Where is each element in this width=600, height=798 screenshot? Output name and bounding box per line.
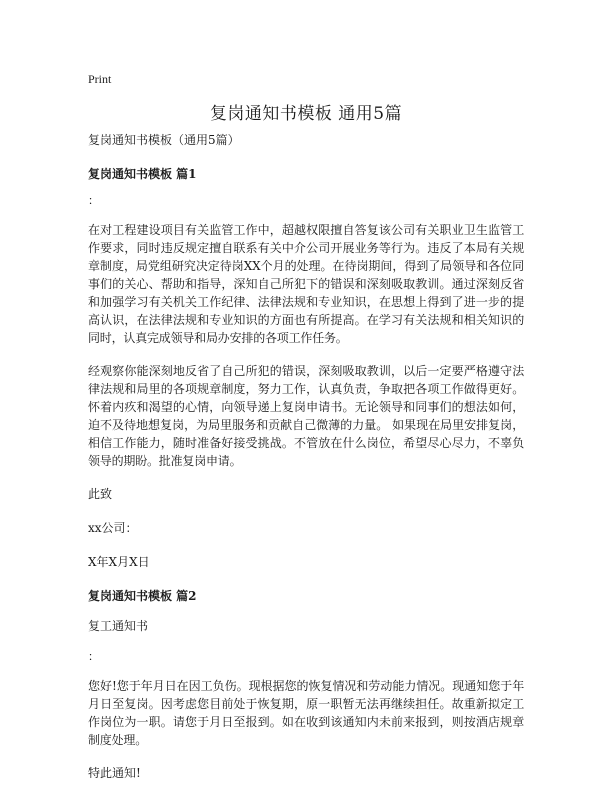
section-1-recipient: xx公司： bbox=[88, 521, 138, 535]
section-heading-1: 复岗通知书模板 篇1 bbox=[88, 167, 197, 181]
section-1-paragraph-1: 在对工程建设项目有关监管工作中，超越权限擅自答复该公司有关职业卫生监管工作要求，同时违反规定擅自联系有关中介公司开展业务等行为。违反了本局有关规章制度，局党组研究决定待岗XX个月的处理。在待岗期间，得到了局领导和各位同事们的关心、帮助和指导，深知自己所犯下的错误和深刻吸取教训。通过深刻反省和加强学习有关机关工作纪律、法律法规和专业知识，在思想上得到了进一步的提高认识，在法律法规和专业知识的方面也有所提高。在学习有关法规和相关知识的同时，认真完成领导和局办安排的各项工作任务。 bbox=[88, 223, 524, 345]
document-subtitle: 复岗通知书模板（通用5篇） bbox=[88, 133, 240, 147]
section-2-colon: ： bbox=[88, 650, 99, 663]
section-2-label: 复工通知书 bbox=[88, 619, 149, 633]
print-label: Print bbox=[88, 72, 112, 86]
document-title: 复岗通知书模板 通用5篇 bbox=[209, 104, 403, 124]
section-heading-2: 复岗通知书模板 篇2 bbox=[88, 589, 197, 603]
section-2-closing: 特此通知! bbox=[88, 766, 141, 780]
section-2-paragraph-1: 您好!您于年月日在因工负伤。现根据您的恢复情况和劳动能力情况。现通知您于年月日至复岗。因考虑您目前处于恢复期，原一职暂无法再继续担任。故重新拟定工作岗位为一职。请您于月日至报到。如在收到该通知内未前来报到，则按酒店规章制度处理。 bbox=[88, 679, 524, 747]
section-1-greeting: 此致 bbox=[88, 487, 113, 501]
section-1-colon: ： bbox=[88, 194, 99, 207]
document-body bbox=[88, 131, 524, 798]
section-1-paragraph-2: 经观察你能深刻地反省了自己所犯的错误，深刻吸取教训，以后一定要严格遵守法律法规和局里的各项规章制度，努力工作，认真负责，争取把各项工作做得更好。怀着内疚和渴望的心情，向领导递上复岗申请书。无论领导和同事们的想法如何，迫不及待地想复岗，为局里服务和贡献自己微薄的力量。 如果现在局里安排复岗，相信工作能力，随时准备好接受挑战。不管放在什么岗位，希望尽心尽力，不辜负领导的期盼。批准复岗申请。 bbox=[88, 364, 524, 468]
section-1-date: X年X月X日 bbox=[88, 555, 150, 569]
